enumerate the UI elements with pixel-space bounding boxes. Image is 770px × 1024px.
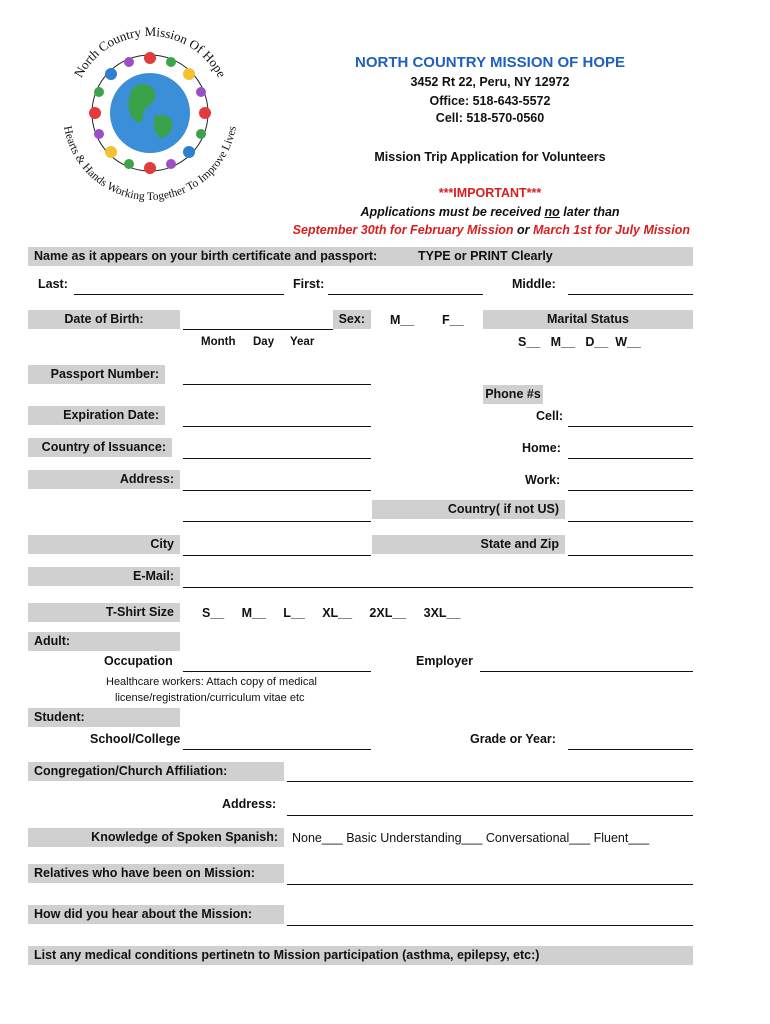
last-name-input[interactable] bbox=[74, 276, 284, 295]
phone-header: Phone #s bbox=[483, 385, 543, 404]
home-phone-label: Home: bbox=[522, 441, 561, 455]
address-label: Address: bbox=[28, 470, 180, 489]
occupation-input[interactable] bbox=[183, 653, 371, 672]
adult-header: Adult: bbox=[28, 632, 180, 651]
healthcare-note-line2: license/registration/curriculum vitae etc bbox=[115, 692, 305, 704]
office-phone: Office: 518-643-5572 bbox=[429, 94, 551, 108]
org-address: 3452 Rt 22, Peru, NY 12972 bbox=[410, 75, 570, 89]
globe-icon bbox=[110, 73, 190, 153]
employer-input[interactable] bbox=[480, 653, 693, 672]
address-input-1[interactable] bbox=[183, 472, 371, 491]
passport-number-input[interactable] bbox=[183, 366, 371, 385]
sex-label: Sex: bbox=[333, 310, 371, 329]
tshirt-size-label: T-Shirt Size bbox=[28, 603, 180, 622]
important-label: ***IMPORTANT*** bbox=[438, 186, 542, 200]
country-issuance-input[interactable] bbox=[183, 440, 371, 459]
church-address-input[interactable] bbox=[287, 797, 693, 816]
occupation-label: Occupation bbox=[104, 654, 173, 668]
name-banner: Name as it appears on your birth certificate and passport: TYPE or PRINT Clearly bbox=[28, 247, 693, 266]
address-input-2[interactable] bbox=[183, 503, 371, 522]
heard-about-label: How did you hear about the Mission: bbox=[28, 905, 284, 924]
work-phone-label: Work: bbox=[525, 473, 561, 487]
country-label: Country( if not US) bbox=[372, 500, 565, 519]
logo-graphic bbox=[55, 18, 245, 208]
last-name-label: Last: bbox=[38, 277, 68, 291]
school-input[interactable] bbox=[183, 731, 371, 750]
cell-phone-label: Cell: bbox=[536, 409, 564, 423]
spanish-label: Knowledge of Spoken Spanish: bbox=[28, 828, 284, 847]
expiration-date-label: Expiration Date: bbox=[28, 406, 165, 425]
city-input[interactable] bbox=[183, 537, 371, 556]
home-phone-input[interactable] bbox=[568, 440, 693, 459]
employer-label: Employer bbox=[416, 654, 473, 668]
grade-label: Grade or Year: bbox=[470, 732, 556, 746]
form-title: Mission Trip Application for Volunteers bbox=[374, 150, 606, 164]
dob-month-caption: Month bbox=[201, 336, 236, 348]
expiration-date-input[interactable] bbox=[183, 408, 371, 427]
student-header: Student: bbox=[28, 708, 180, 727]
logo bbox=[55, 18, 245, 208]
healthcare-note-line1: Healthcare workers: Attach copy of medical bbox=[106, 676, 317, 688]
email-label: E-Mail: bbox=[28, 567, 180, 586]
state-zip-input[interactable] bbox=[568, 537, 693, 556]
deadline-notice: Applications must be received no later than bbox=[360, 205, 620, 219]
org-name: NORTH COUNTRY MISSION OF HOPE bbox=[354, 54, 625, 71]
first-name-input[interactable] bbox=[328, 276, 483, 295]
church-address-label: Address: bbox=[222, 797, 277, 811]
dob-input[interactable] bbox=[183, 311, 333, 330]
sex-male-option[interactable]: M__ bbox=[390, 313, 415, 327]
church-input[interactable] bbox=[287, 763, 693, 782]
logo-bottom-text: Hearts & Hands Working Together To Improve Lives bbox=[61, 124, 239, 203]
country-input[interactable] bbox=[568, 503, 693, 522]
relatives-label: Relatives who have been on Mission: bbox=[28, 864, 284, 883]
heard-about-input[interactable] bbox=[287, 907, 693, 926]
deadline-dates: September 30th for February Mission or March 1st for July Mission bbox=[292, 223, 690, 237]
tshirt-size-options[interactable]: S__ M__ L__ XL__ 2XL__ 3XL__ bbox=[202, 606, 461, 620]
middle-name-input[interactable] bbox=[568, 276, 693, 295]
passport-number-label: Passport Number: bbox=[28, 365, 165, 384]
dob-label: Date of Birth: bbox=[28, 310, 180, 329]
marital-status-label: Marital Status bbox=[483, 310, 693, 329]
dob-day-caption: Day bbox=[253, 336, 275, 348]
spanish-options[interactable]: None___ Basic Understanding___ Conversational___ Fluent___ bbox=[292, 831, 650, 845]
work-phone-input[interactable] bbox=[568, 472, 693, 491]
medical-conditions-input[interactable] bbox=[28, 968, 697, 1020]
dob-year-caption: Year bbox=[290, 336, 315, 348]
school-label: School/College bbox=[90, 732, 181, 746]
relatives-input[interactable] bbox=[287, 866, 693, 885]
sex-female-option[interactable]: F__ bbox=[442, 313, 464, 327]
grade-input[interactable] bbox=[568, 731, 693, 750]
logo-top-text: North Country Mission Of Hope bbox=[70, 23, 230, 80]
cell-phone-input[interactable] bbox=[568, 408, 693, 427]
medical-conditions-label: List any medical conditions pertinetn to Mission participation (asthma, epilepsy, etc:) bbox=[28, 946, 693, 965]
church-label: Congregation/Church Affiliation: bbox=[28, 762, 284, 781]
marital-status-options[interactable]: S__ M__ D__ W__ bbox=[518, 335, 641, 349]
country-issuance-label: Country of Issuance: bbox=[28, 438, 172, 457]
state-zip-label: State and Zip bbox=[372, 535, 565, 554]
cell-phone: Cell: 518-570-0560 bbox=[435, 111, 545, 125]
city-label: City bbox=[28, 535, 180, 554]
first-name-label: First: bbox=[293, 277, 325, 291]
middle-name-label: Middle: bbox=[512, 277, 556, 291]
email-input[interactable] bbox=[183, 569, 693, 588]
